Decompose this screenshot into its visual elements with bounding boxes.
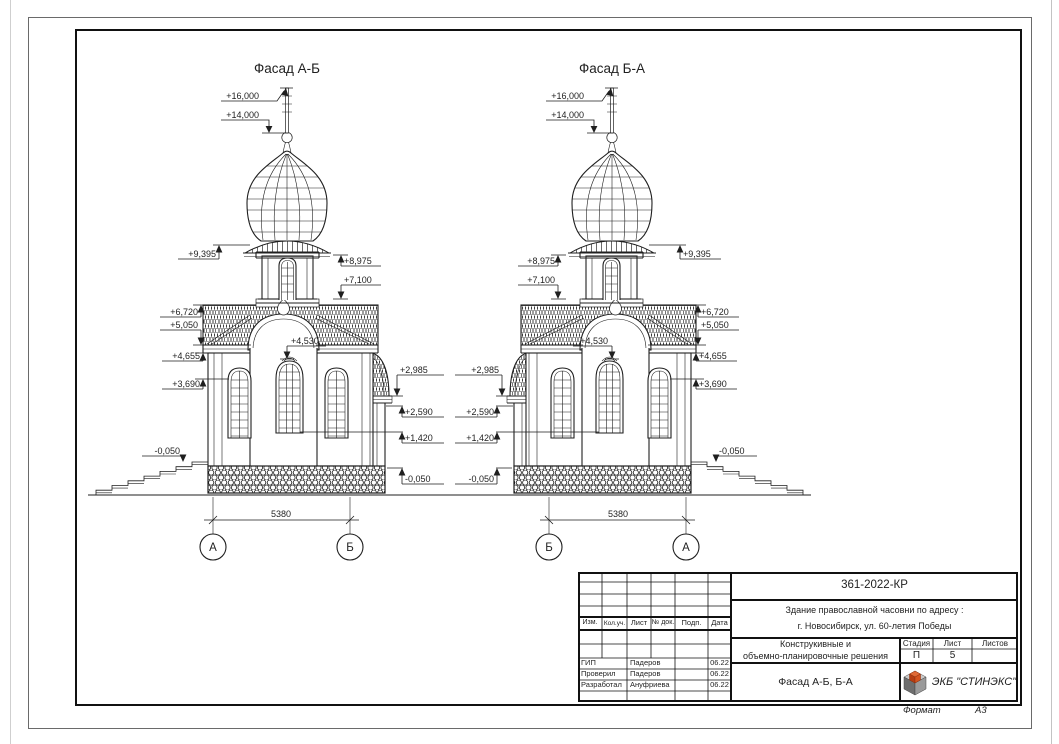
tb-name: Падеров [630, 658, 661, 668]
level-mark: +2,985 [400, 365, 428, 375]
level-mark: +6,720 [170, 307, 198, 317]
tb-col-list: Лист [630, 618, 648, 628]
tb-date: 06.22 [710, 658, 729, 668]
tb-object-line1: Здание православной часовни по адресу : [785, 605, 964, 616]
level-mark: +4,530 [580, 336, 608, 346]
level-mark: +4,655 [699, 351, 727, 361]
dimension-value: 5380 [270, 509, 292, 519]
tb-sheets-label: Листов [982, 638, 1008, 648]
company-name: ЭКБ "СТИНЭКС" [931, 676, 1017, 689]
level-mark: +3,690 [172, 379, 200, 389]
dimension-value: 5380 [607, 509, 629, 519]
level-mark: +14,000 [226, 110, 259, 120]
tb-name: Падеров [630, 669, 661, 679]
tb-object-line2: г. Новосибирск, ул. 60-летия Победы [797, 621, 952, 632]
tb-col-podp: Подп. [681, 618, 702, 628]
level-mark: +8,975 [344, 256, 372, 266]
tb-col-koluch: Кол.уч. [603, 619, 626, 627]
tb-doc-number: 361-2022-КР [841, 579, 908, 592]
level-mark: +2,985 [471, 365, 499, 375]
facade-ab-art [88, 88, 450, 560]
level-mark: +3,690 [699, 379, 727, 389]
tb-logo-cell [900, 663, 1018, 702]
company-cube-icon [902, 670, 928, 696]
tb-col-ndok: № док. [651, 619, 675, 627]
level-mark: +14,000 [551, 110, 584, 120]
tb-role: Разработал [581, 680, 622, 690]
title-block [578, 572, 1018, 702]
facade-ab-title: Фасад А-Б [253, 61, 321, 76]
format-value: А3 [975, 705, 987, 716]
level-mark: +4,655 [172, 351, 200, 361]
level-mark: +5,050 [170, 320, 198, 330]
facade-ba-title: Фасад Б-А [578, 61, 646, 76]
facade-ba-art [449, 88, 811, 560]
tb-role: Проверил [581, 669, 616, 679]
tb-section-line1: Конструкивные и [780, 639, 851, 650]
level-mark: +4,530 [291, 336, 319, 346]
level-mark: +16,000 [551, 91, 584, 101]
tb-stage-label: Стадия [902, 638, 931, 648]
tb-view-title: Фасад А-Б, Б-А [778, 676, 853, 689]
level-mark: -0,050 [719, 446, 745, 456]
level-mark: +6,720 [701, 307, 729, 317]
level-mark: +2,590 [405, 407, 433, 417]
level-mark: +8,975 [527, 256, 555, 266]
level-mark: -0,050 [154, 446, 180, 456]
level-mark: +1,420 [405, 433, 433, 443]
level-mark: +7,100 [527, 275, 555, 285]
level-mark: +9,395 [188, 249, 216, 259]
tb-stage-value: П [912, 650, 921, 662]
axis-bubble-label: Б [346, 542, 354, 554]
tb-date: 06.22 [710, 680, 729, 690]
level-mark: +5,050 [701, 320, 729, 330]
level-mark: +16,000 [226, 91, 259, 101]
tb-section-line2: объемно-планировочные решения [742, 651, 889, 662]
axis-bubble-label: Б [545, 542, 553, 554]
level-mark: -0,050 [468, 474, 494, 484]
tb-role: ГИП [581, 658, 596, 668]
axis-bubble-label: А [209, 542, 217, 554]
level-mark: +7,100 [344, 275, 372, 285]
tb-col-data: Дата [711, 618, 728, 628]
level-mark: +2,590 [466, 407, 494, 417]
tb-sheet-label: Лист [943, 638, 962, 648]
tb-sheets-value [972, 649, 1018, 663]
tb-sheet-value: 5 [949, 650, 956, 662]
axis-bubble-label: А [682, 542, 690, 554]
level-mark: +9,395 [683, 249, 711, 259]
tb-name: Ануфриева [630, 680, 670, 690]
level-mark: -0,050 [405, 474, 431, 484]
level-mark: +1,420 [466, 433, 494, 443]
format-label: Формат [903, 705, 941, 716]
tb-col-izm: Изм. [582, 619, 598, 627]
tb-date: 06.22 [710, 669, 729, 679]
